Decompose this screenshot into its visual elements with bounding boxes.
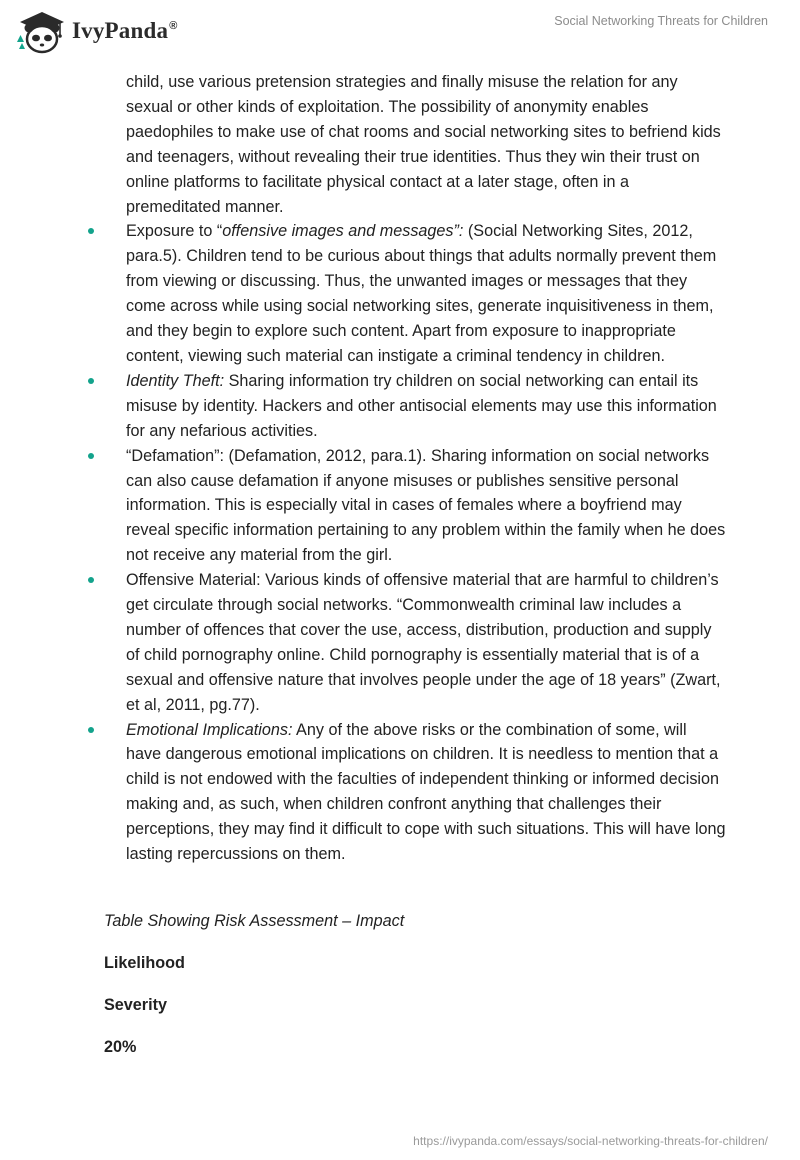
page-header (0, 0, 800, 62)
source-url-link[interactable]: https://ivypanda.com/essays/social-networking-threats-for-children/ (413, 1134, 768, 1148)
list-item: Offensive Material: Various kinds of offensive material that are harmful to children’s get circulate through social networks. “Commonwealth criminal law includes a number of offences that cover the use, access, distribution, production and supply of child pornography online. Child pornography is essentially material that is of a sexual and offensive nature that involves people under the age of 18 years” (Zwart, et al, 2011, pg.77). (126, 568, 726, 717)
essay-body (0, 70, 800, 867)
list-item: Identity Theft: Sharing information try children on social networking can entail its misuse by identity. Hackers and other antisocial elements may use this information for any nefarious activities. (126, 369, 726, 444)
bullet-icon (88, 228, 94, 234)
bullet-icon (88, 727, 94, 733)
table-cell-severity: Severity (104, 996, 167, 1014)
ivypanda-logo[interactable] (16, 8, 178, 54)
document-title: Social Networking Threats for Children (554, 14, 768, 28)
risk-list (0, 219, 800, 867)
panda-graduate-icon (16, 8, 66, 54)
bullet-icon (88, 577, 94, 583)
table-caption: Table Showing Risk Assessment – Impact (104, 912, 405, 930)
logo-wordmark: IvyPanda® (72, 18, 178, 43)
table-cell-percentage: 20% (104, 1038, 137, 1056)
list-item: Emotional Implications: Any of the above risks or the combination of some, will have dangerous emotional implications on children. It is needless to mention that a child is not endowed with the faculties of independent thinking or informed decision making and, as such, when children confront anything that challenges their perceptions, they may find it difficult to cope with such situations. This will have long lasting repercussions on them. (126, 718, 726, 867)
intro-paragraph: child, use various pretension strategies and finally misuse the relation for any sexual or other kinds of exploitation. The possibility of anonymity enables paedophiles to make use of chat rooms and social networking sites to befriend kids and teenagers, without revealing their true identities. Thus they win their trust on online platforms to facilitate physical contact at a later stage, often in a premeditated manner. (126, 73, 721, 216)
list-item: Exposure to “offensive images and messages”: (Social Networking Sites, 2012, para.5). Children tend to be curious about things that adults normally prevent them from viewing or discussing. Thus, the unwanted images or messages that they come across while using social networking sites, generate inquisitiveness in them, and they begin to explore such content. Apart from exposure to inappropriate content, viewing such material can instigate a criminal tendency in children. (126, 219, 726, 368)
bullet-icon (88, 453, 94, 459)
table-cell-likelihood: Likelihood (104, 954, 185, 972)
bullet-icon (88, 378, 94, 384)
list-item: “Defamation”: (Defamation, 2012, para.1). Sharing information on social networks can also cause defamation if anyone misuses or publishes sensitive personal information. This is especially vital in cases of females where a boyfriend may reveal specific information pertaining to any problem within the family when he does not receive any material from the girl. (126, 444, 726, 569)
